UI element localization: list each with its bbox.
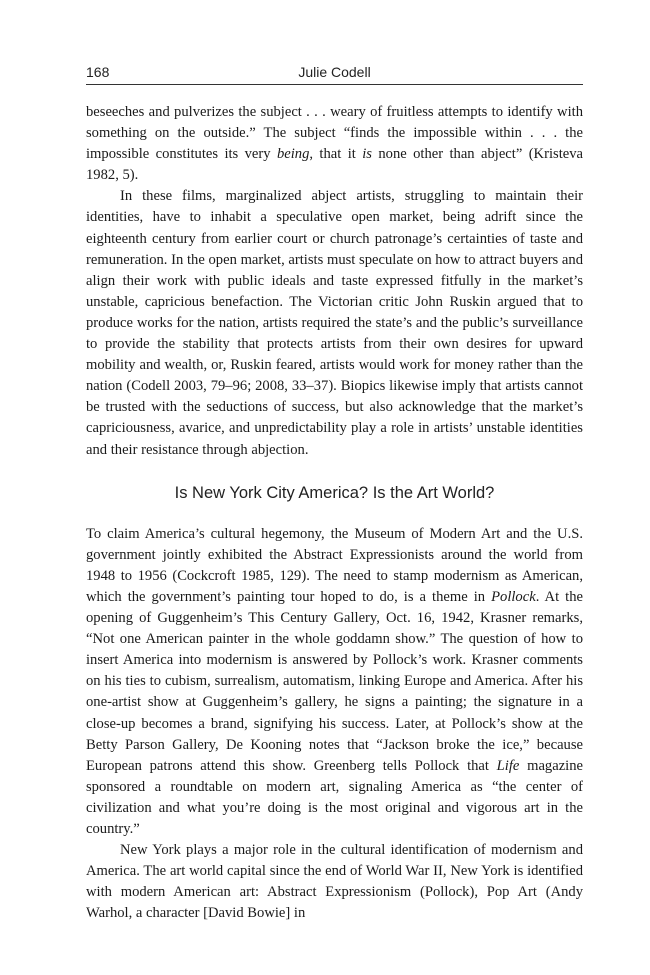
body-paragraph — [86, 524, 583, 840]
section-heading: Is New York City America? Is the Art World? — [174, 483, 495, 502]
italic-text: is — [362, 146, 372, 163]
paragraph-text: New York plays a major role in the cultural identification of modernism and America. The art world capital since the end of World War II, New York is identified with modern American art: Abstract Expressionism (Pollock), Pop Art (Andy Warhol, a character [David Bowie] in — [86, 842, 583, 922]
paragraph-text: , that it — [309, 146, 363, 163]
body-paragraph — [86, 102, 583, 186]
running-head — [86, 60, 583, 85]
paragraphs-after-heading — [86, 524, 583, 925]
body-text — [86, 102, 583, 924]
paragraph-text: In these films, marginalized abject artists, struggling to maintain their identities, have to inhabit a speculative open market, being adrift since the eighteenth century from earlier court or church patronage’s certainties of taste and remuneration. In the open market, artists must speculate on how to attract buyers and align their work with public ideals and taste expressed fitfully in the market’s unstable, capricious benefaction. The Victorian critic John Ruskin argued that to produce works for the nation, artists required the state’s and the public’s surveillance to provide the stability that protects artists from their own desires for upward mobility and wealth, or, Ruskin feared, artists would work for money rather than the nation (Codell 2003, 79–96; 2008, 33–37). Biopics likewise imply that artists cannot be trusted with the seductions of success, but also acknowledge that the market’s capriciousness, avarice, and unpredictability play a role in artists’ unstable identities and their resistance through abjection. — [86, 188, 583, 458]
italic-text: being — [276, 146, 310, 163]
paragraph-text: . At the opening of Guggenheim’s This Century Gallery, Oct. 16, 1942, Krasner remarks, “Not one American painter in the whole goddamn show.” The question of how to insert America into modernism is answered by Pollock’s work. Krasner comments on his ties to cubism, surrealism, automatism, linking Europe and America. After his one-artist show at Guggenheim’s gallery, he signs a painting; the signature in a close-up becomes a brand, signifying his success. Later, at Pollock’s show at the Betty Parson Gallery, De Kooning notes that “Jackson broke the ice,” because European patrons attend this show. Greenberg tells Pollock that — [86, 588, 584, 774]
body-paragraph — [86, 840, 583, 924]
paragraph-text: magazine sponsored a roundtable on modern art, signaling America as “the center of civilization and what you’re doing is the most original and vigorous art in the country.” — [86, 757, 583, 837]
running-head-author: Julie Codell — [298, 64, 371, 80]
paragraph-text: beseeches and pulverizes the subject . . . weary of fruitless attempts to identify with something on the outside.” The subject “finds the impossible within . . . the impossible constitutes its very — [86, 104, 583, 163]
body-paragraph — [86, 186, 583, 460]
page — [86, 60, 583, 924]
paragraphs-before-heading — [86, 102, 583, 461]
paragraph-text: To claim America’s cultural hegemony, the Museum of Modern Art and the U.S. government jointly exhibited the Abstract Expressionists around the world from 1948 to 1956 (Cockcroft 1985, 129). The need to stamp modernism as American, which the government’s painting tour hoped to do, is a theme in — [86, 525, 583, 605]
italic-text: Pollock — [491, 588, 536, 605]
italic-text: Life — [496, 757, 520, 774]
page-number: 168 — [86, 64, 110, 80]
paragraph-text: none other than abject” (Kristeva 1982, 5). — [86, 146, 584, 184]
